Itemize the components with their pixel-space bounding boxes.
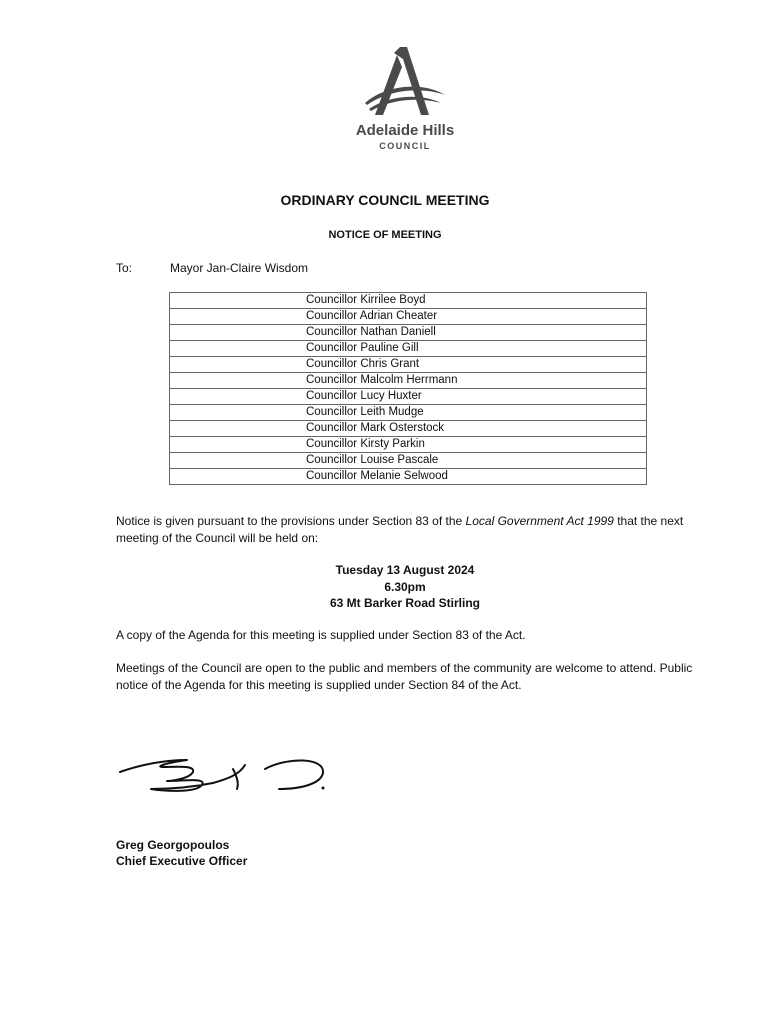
councillor-name: Councillor Chris Grant	[170, 357, 647, 373]
council-logo	[335, 40, 475, 155]
meeting-time: 6.30pm	[384, 579, 426, 594]
table-row	[170, 469, 647, 485]
table-row	[170, 325, 647, 341]
page-title: ORDINARY COUNCIL MEETING	[280, 192, 490, 208]
meeting-date: Tuesday 13 August 2024	[335, 563, 475, 577]
logo-name: Adelaide Hills	[355, 122, 455, 139]
councillor-name: Councillor Kirsty Parkin	[170, 437, 647, 453]
notice-paragraph	[116, 513, 696, 547]
councillor-name: Councillor Lucy Huxter	[170, 389, 647, 405]
table-row	[170, 437, 647, 453]
table-row	[170, 357, 647, 373]
table-row	[170, 405, 647, 421]
councillor-name: Councillor Adrian Cheater	[170, 309, 647, 325]
councillor-table	[169, 292, 647, 485]
councillor-name: Councillor Nathan Daniell	[170, 325, 647, 341]
councillor-name: Councillor Malcolm Herrmann	[170, 373, 647, 389]
councillor-name: Councillor Leith Mudge	[170, 405, 647, 421]
table-row	[170, 389, 647, 405]
table-row	[170, 373, 647, 389]
councillor-name: Councillor Louise Pascale	[170, 453, 647, 469]
table-row	[170, 341, 647, 357]
councillor-name: Councillor Pauline Gill	[170, 341, 647, 357]
notice-text-end: that the next meeting of the Council will be held on:	[116, 514, 684, 545]
public-paragraph: Meetings of the Council are open to the public and members of the community are welcome to attend. Public notice of the Agenda for this meeting is supplied under Section 84 of the Act.	[116, 661, 693, 692]
act-name: Local Government Act 1999	[465, 514, 614, 528]
meeting-details	[0, 562, 770, 612]
logo-subtitle: COUNCIL	[379, 141, 431, 151]
councillor-name: Councillor Melanie Selwood	[170, 469, 647, 485]
councillor-name: Councillor Mark Osterstock	[170, 421, 647, 437]
to-label: To:	[116, 261, 133, 275]
councillor-name: Councillor Kirrilee Boyd	[170, 293, 647, 309]
agenda-paragraph: A copy of the Agenda for this meeting is supplied under Section 83 of the Act.	[116, 628, 526, 642]
table-row	[170, 309, 647, 325]
meeting-location: 63 Mt Barker Road Stirling	[329, 596, 481, 610]
table-row	[170, 293, 647, 309]
signatory-block	[116, 837, 247, 869]
signatory-role: Chief Executive Officer	[116, 854, 248, 868]
signatory-name: Greg Georgopoulos	[116, 838, 230, 852]
council-logo-icon	[363, 45, 447, 123]
signature-image	[115, 745, 335, 805]
table-row	[170, 421, 647, 437]
page-subtitle: NOTICE OF MEETING	[328, 229, 442, 241]
notice-text-start: Notice is given pursuant to the provisions under Section 83 of the	[116, 514, 466, 528]
table-row	[170, 453, 647, 469]
mayor-name: Mayor Jan-Claire Wisdom	[170, 261, 309, 275]
